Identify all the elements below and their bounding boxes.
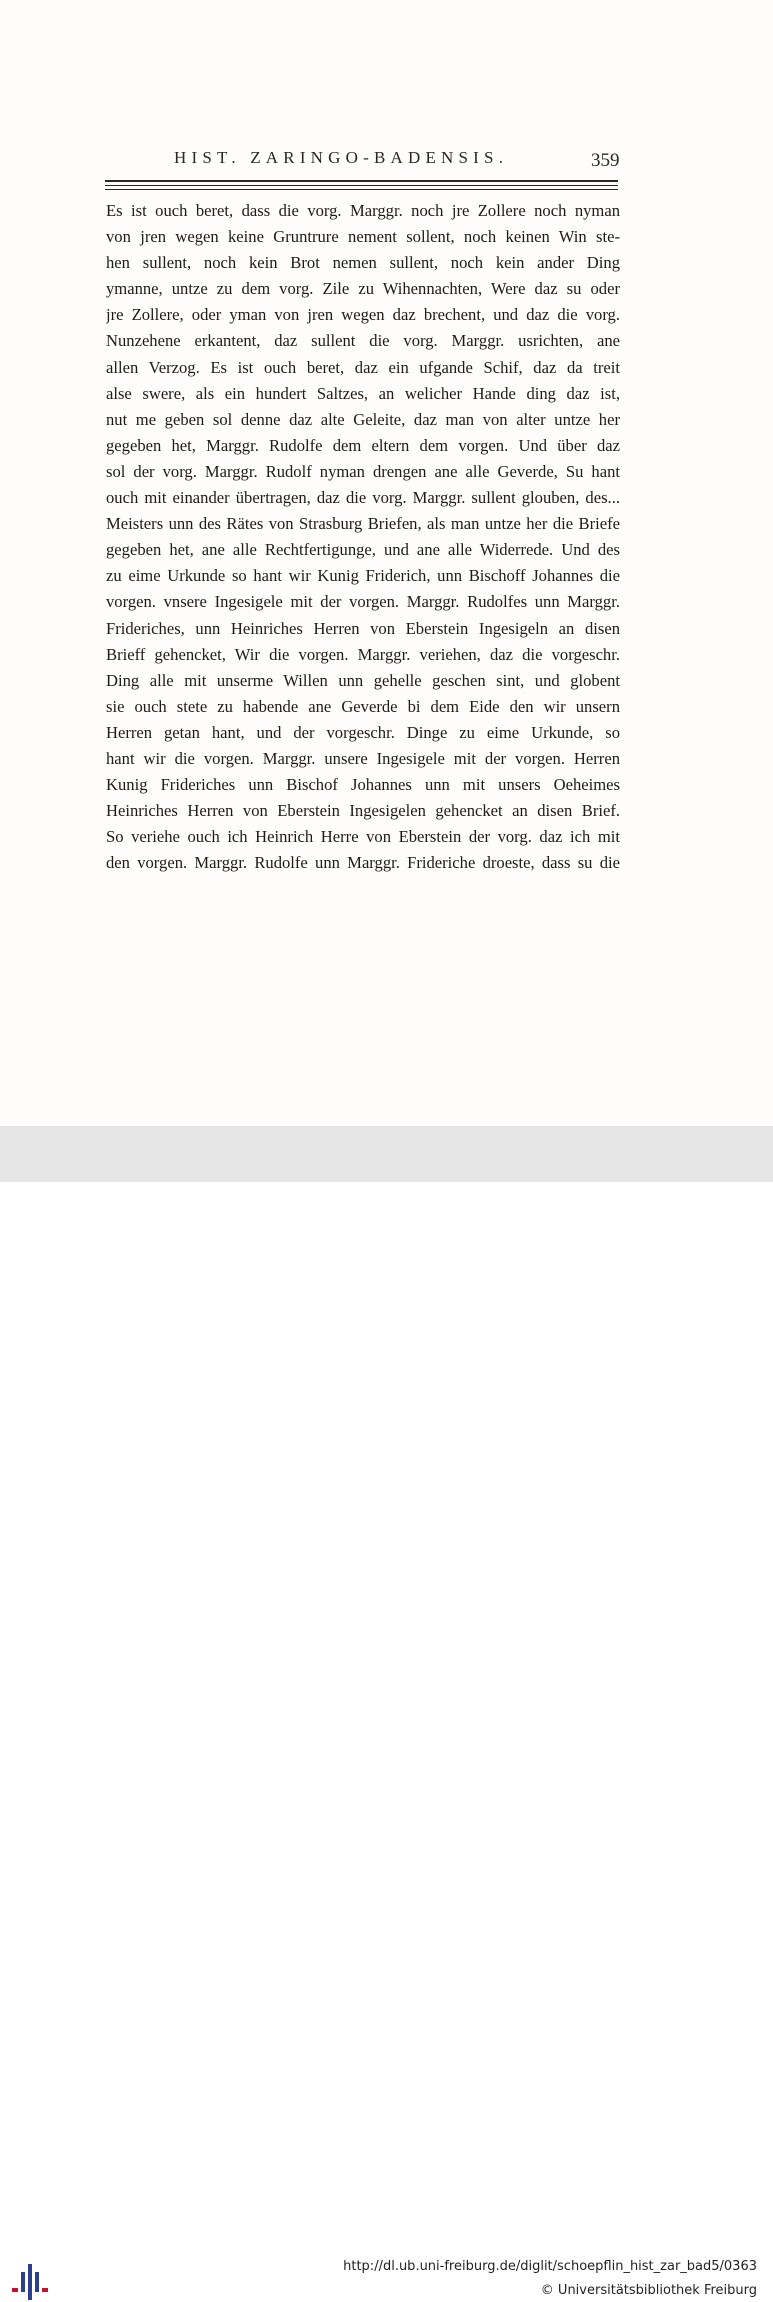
document-url-link[interactable]: http://dl.ub.uni-freiburg.de/diglit/schoepflin_hist_zar_bad5/0363 [343,2259,757,2274]
copyright-notice: © Universitätsbibliothek Freiburg [540,2283,757,2298]
text-line: Brieff gehencket, Wir die vorgen. Marggr. veriehen, daz die vorgeschr. [106,644,620,664]
text-line: gegeben het, ane alle Rechtfertigunge, und ane alle Widerrede. Und des [106,540,620,560]
text-line: alse swere, als ein hundert Saltzes, an welicher Hande ding daz ist, [106,383,620,403]
text-line: zu eime Urkunde so hant wir Kunig Friderich, unn Bischoff Johannes die [106,566,620,586]
text-line: Ding alle mit unserme Willen unn gehelle geschen sint, und globent [106,670,620,690]
text-line: Herren getan hant, und der vorgeschr. Dinge zu eime Urkunde, so [106,722,620,742]
text-line: Kunig Frideriches unn Bischof Johannes unn mit unsers Oeheimes [106,775,620,795]
scanned-page [0,0,773,1126]
running-head: HIST. ZARINGO-BADENSIS. [174,148,509,167]
text-line: hen sullent, noch kein Brot nemen sullent, noch kein ander Ding [106,253,620,273]
text-line: Frideriches, unn Heinriches Herren von Eberstein Ingesigeln an disen [106,618,620,638]
text-line: So veriehe ouch ich Heinrich Herre von Eberstein der vorg. daz ich mit [106,827,620,847]
text-line: Heinriches Herren von Eberstein Ingesigelen gehencket an disen Brief. [106,801,620,821]
text-line: den vorgen. Marggr. Rudolfe unn Marggr. Frideriche droeste, dass su die [106,853,620,873]
text-line: sol der vorg. Marggr. Rudolf nyman drengen ane alle Geverde, Su hant [106,461,620,481]
text-line: von jren wegen keine Gruntrure nement sollent, noch keinen Win ste- [106,227,620,247]
text-line: Meisters unn des Rätes von Strasburg Briefen, als man untze her die Briefe [106,514,620,534]
text-line: jre Zollere, oder yman von jren wegen daz brechent, und daz die vorg. [106,305,620,325]
header-rule [105,180,618,182]
body-text [106,198,620,876]
text-line: Nunzehene erkantent, daz sullent die vorg. Marggr. usrichten, ane [106,331,620,351]
text-line: ouch mit einander übertragen, daz die vorg. Marggr. sullent glouben, des... [106,488,620,508]
text-line: allen Verzog. Es ist ouch beret, daz ein ufgande Schif, daz da treit [106,357,620,377]
text-line: hant wir die vorgen. Marggr. unsere Ingesigele mit der vorgen. Herren [106,748,620,768]
ub-freiburg-logo-icon[interactable] [10,2262,50,2302]
text-line: nut me geben sol denne daz alte Geleite, daz man von alter untze her [106,409,620,429]
header-rule [105,185,618,186]
page-number: 359 [591,150,620,171]
text-line: Es ist ouch beret, dass die vorg. Marggr. noch jre Zollere noch nyman [106,201,620,220]
header-rule [105,189,618,190]
text-line: gegeben het, Marggr. Rudolfe dem eltern dem vorgen. Und über daz [106,435,620,455]
text-line: ymanne, untze zu dem vorg. Zile zu Wihennachten, Were daz su oder [106,279,620,299]
text-line: vorgen. vnsere Ingesigele mit der vorgen. Marggr. Rudolfes unn Marggr. [106,592,620,612]
viewer-footer [0,1126,773,2298]
text-line: sie ouch stete zu habende ane Geverde bi dem Eide den wir unsern [106,696,620,716]
